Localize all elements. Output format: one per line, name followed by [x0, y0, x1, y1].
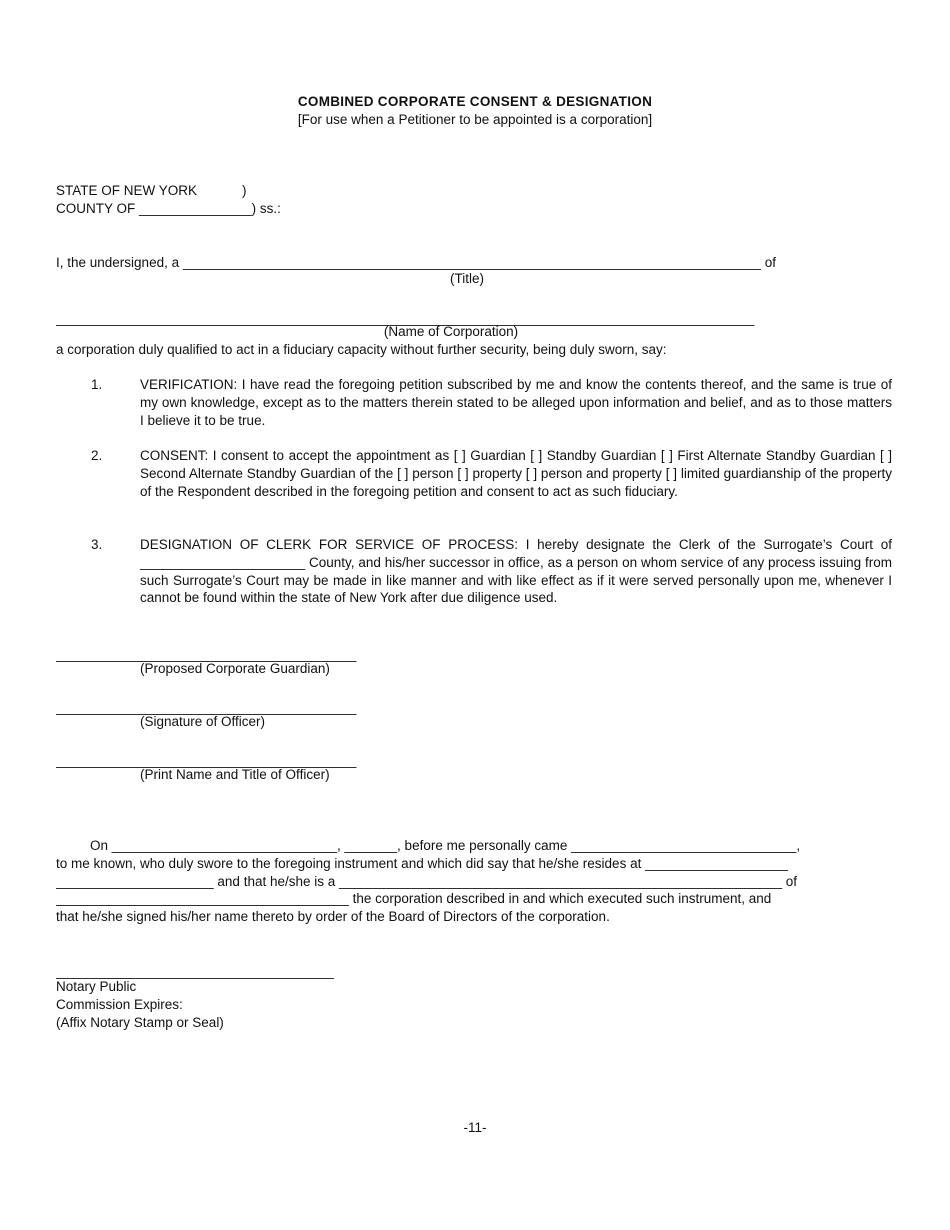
commission-expires-label: Commission Expires:: [56, 997, 183, 1012]
item-number: 2.: [91, 448, 103, 463]
signature-caption: (Signature of Officer): [140, 714, 266, 729]
notary-stamp-label: (Affix Notary Stamp or Seal): [56, 1015, 224, 1030]
signature-line-officer: ________________________________________: [56, 700, 357, 715]
acknowledgment-line: _______________________________________ the corporation described in and which executed such instrument, and: [56, 891, 772, 906]
item-number: 1.: [91, 377, 103, 392]
corporation-name-line: _____________________________________________________________________________________________: [56, 311, 755, 326]
acknowledgment-line: that he/she signed his/her name thereto by order of the Board of Directors of the corporation.: [56, 909, 610, 924]
corporation-caption: (Name of Corporation): [383, 324, 519, 339]
page-number: -11-: [463, 1120, 487, 1135]
signature-line-proposed-guardian: ________________________________________: [56, 647, 357, 662]
consent-paragraph: CONSENT: I consent to accept the appointment as [ ] Guardian [ ] Standby Guardian [ ] First Alternate Standby Guardian [ ] Second Alternate Standby Guardian of the [ ] person [ ] property [ ] person and property [ ] limited guardianship of the property of the Respondent described in the foregoing petition and consent to act as such fiduciary.: [140, 448, 892, 499]
signature-line-print-name: ________________________________________: [56, 753, 357, 768]
notary-signature-line: _____________________________________: [56, 964, 334, 979]
undersigned-line: I, the undersigned, a _____________________________________________________________________________ of: [56, 255, 776, 270]
designation-paragraph: DESIGNATION OF CLERK FOR SERVICE OF PROCESS: I hereby designate the Clerk of the Surrogate’s Court of ______________________ County, and his/her successor in office, as a person on whom service of any process issuing from such Surrogate’s Court may be made in like manner and with like effect as if it were served personally upon me, whenever I cannot be found within the state of New York after due diligence used.: [140, 537, 892, 606]
title-caption: (Title): [450, 271, 484, 286]
document-title: COMBINED CORPORATE CONSENT & DESIGNATION: [297, 94, 653, 109]
verification-paragraph: VERIFICATION: I have read the foregoing petition subscribed by me and know the contents thereof, and the same is true of my own knowledge, except as to the matters therein stated to be alleged upon information and belief, and as to those matters I believe it to be true.: [140, 377, 892, 428]
state-line: STATE OF NEW YORK ): [56, 183, 247, 198]
signature-caption: (Print Name and Title of Officer): [140, 767, 330, 782]
document-subtitle: [For use when a Petitioner to be appointed is a corporation]: [297, 112, 653, 127]
sworn-statement: a corporation duly qualified to act in a fiduciary capacity without further security, being duly sworn, say:: [56, 342, 667, 357]
county-line: COUNTY OF _______________) ss.:: [56, 201, 281, 216]
acknowledgment-line: On ______________________________, _______, before me personally came ______________________________,: [90, 838, 801, 853]
acknowledgment-line: to me known, who duly swore to the foregoing instrument and which did say that he/she resides at ___________________: [56, 856, 788, 871]
acknowledgment-line: _____________________ and that he/she is a ___________________________________________________________ of: [56, 874, 797, 889]
item-number: 3.: [91, 537, 103, 552]
notary-label: Notary Public: [56, 979, 137, 994]
signature-caption: (Proposed Corporate Guardian): [140, 661, 330, 676]
